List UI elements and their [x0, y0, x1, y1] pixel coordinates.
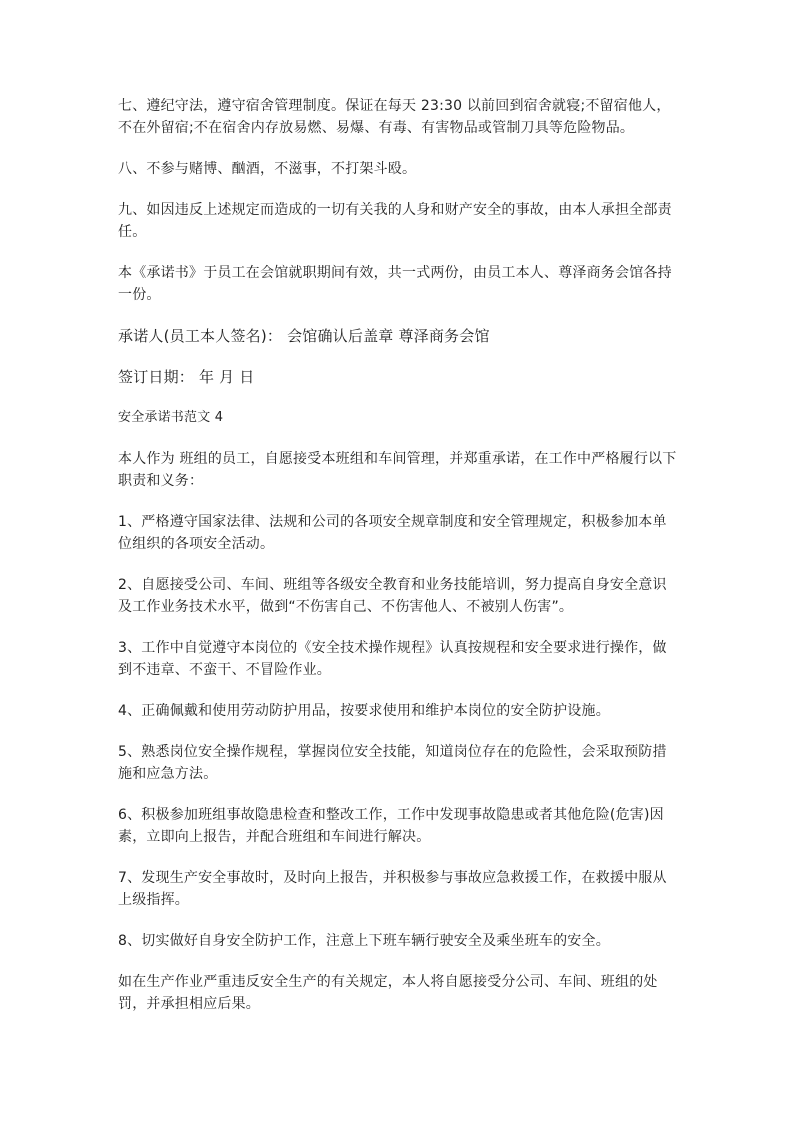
list-item-6: 6、积极参加班组事故隐患检查和整改工作，工作中发现事故隐患或者其他危险(危害)因素，立即向上报告，并配合班组和车间进行解决。	[118, 807, 664, 845]
list-item-7: 7、发现生产安全事故时，及时向上报告，并积极参与事故应急救援工作，在救援中服从上级指挥。	[118, 870, 667, 908]
signature-line: 承诺人(员工本人签名)： 会馆确认后盖章 尊泽商务会馆	[118, 327, 490, 345]
paragraph-rule-8: 八、不参与赌博、酗酒，不滋事，不打架斗殴。	[118, 161, 417, 177]
paragraph-intro: 本人作为 班组的员工，自愿接受本班组和车间管理，并郑重承诺，在工作中严格履行以下职责和义务：	[118, 451, 677, 489]
list-item-5: 5、熟悉岗位安全操作规程，掌握岗位安全技能，知道岗位存在的危险性，会采取预防措施和应急方法。	[118, 744, 667, 782]
section-heading: 安全承诺书范文 4	[118, 410, 224, 425]
list-item-4: 4、正确佩戴和使用劳动防护用品，按要求使用和维护本岗位的安全防护设施。	[118, 703, 610, 719]
list-item-3: 3、工作中自觉遵守本岗位的《安全技术操作规程》认真按规程和安全要求进行操作，做到不违章、不蛮干、不冒险作业。	[118, 640, 667, 678]
signing-date: 签订日期： 年 月 日	[118, 368, 255, 386]
list-item-8: 8、切实做好自身安全防护工作，注意上下班车辆行驶安全及乘坐班车的安全。	[118, 933, 610, 949]
document-body	[118, 95, 678, 1015]
paragraph-rule-9: 九、如因违反上述规定而造成的一切有关我的人身和财产安全的事故，由本人承担全部责任。	[118, 202, 672, 240]
paragraph-validity: 本《承诺书》于员工在会馆就职期间有效，共一式两份，由员工本人、尊泽商务会馆各持一份。	[118, 265, 672, 303]
list-item-2: 2、自愿接受公司、车间、班组等各级安全教育和业务技能培训，努力提高自身安全意识及工作业务技术水平，做到“不伤害自己、不伤害他人、不被别人伤害”。	[118, 577, 667, 615]
list-item-1: 1、严格遵守国家法律、法规和公司的各项安全规章制度和安全管理规定，积极参加本单位组织的各项安全活动。	[118, 514, 667, 552]
paragraph-rule-7: 七、遵纪守法，遵守宿舍管理制度。保证在每天 23:30 以前回到宿舍就寝;不留宿他人，不在外留宿;不在宿舍内存放易燃、易爆、有毒、有害物品或管制刀具等危险物品。	[118, 98, 671, 136]
paragraph-closing: 如在生产作业严重违反安全生产的有关规定，本人将自愿接受分公司、车间、班组的处罚，并承担相应后果。	[118, 974, 658, 1012]
